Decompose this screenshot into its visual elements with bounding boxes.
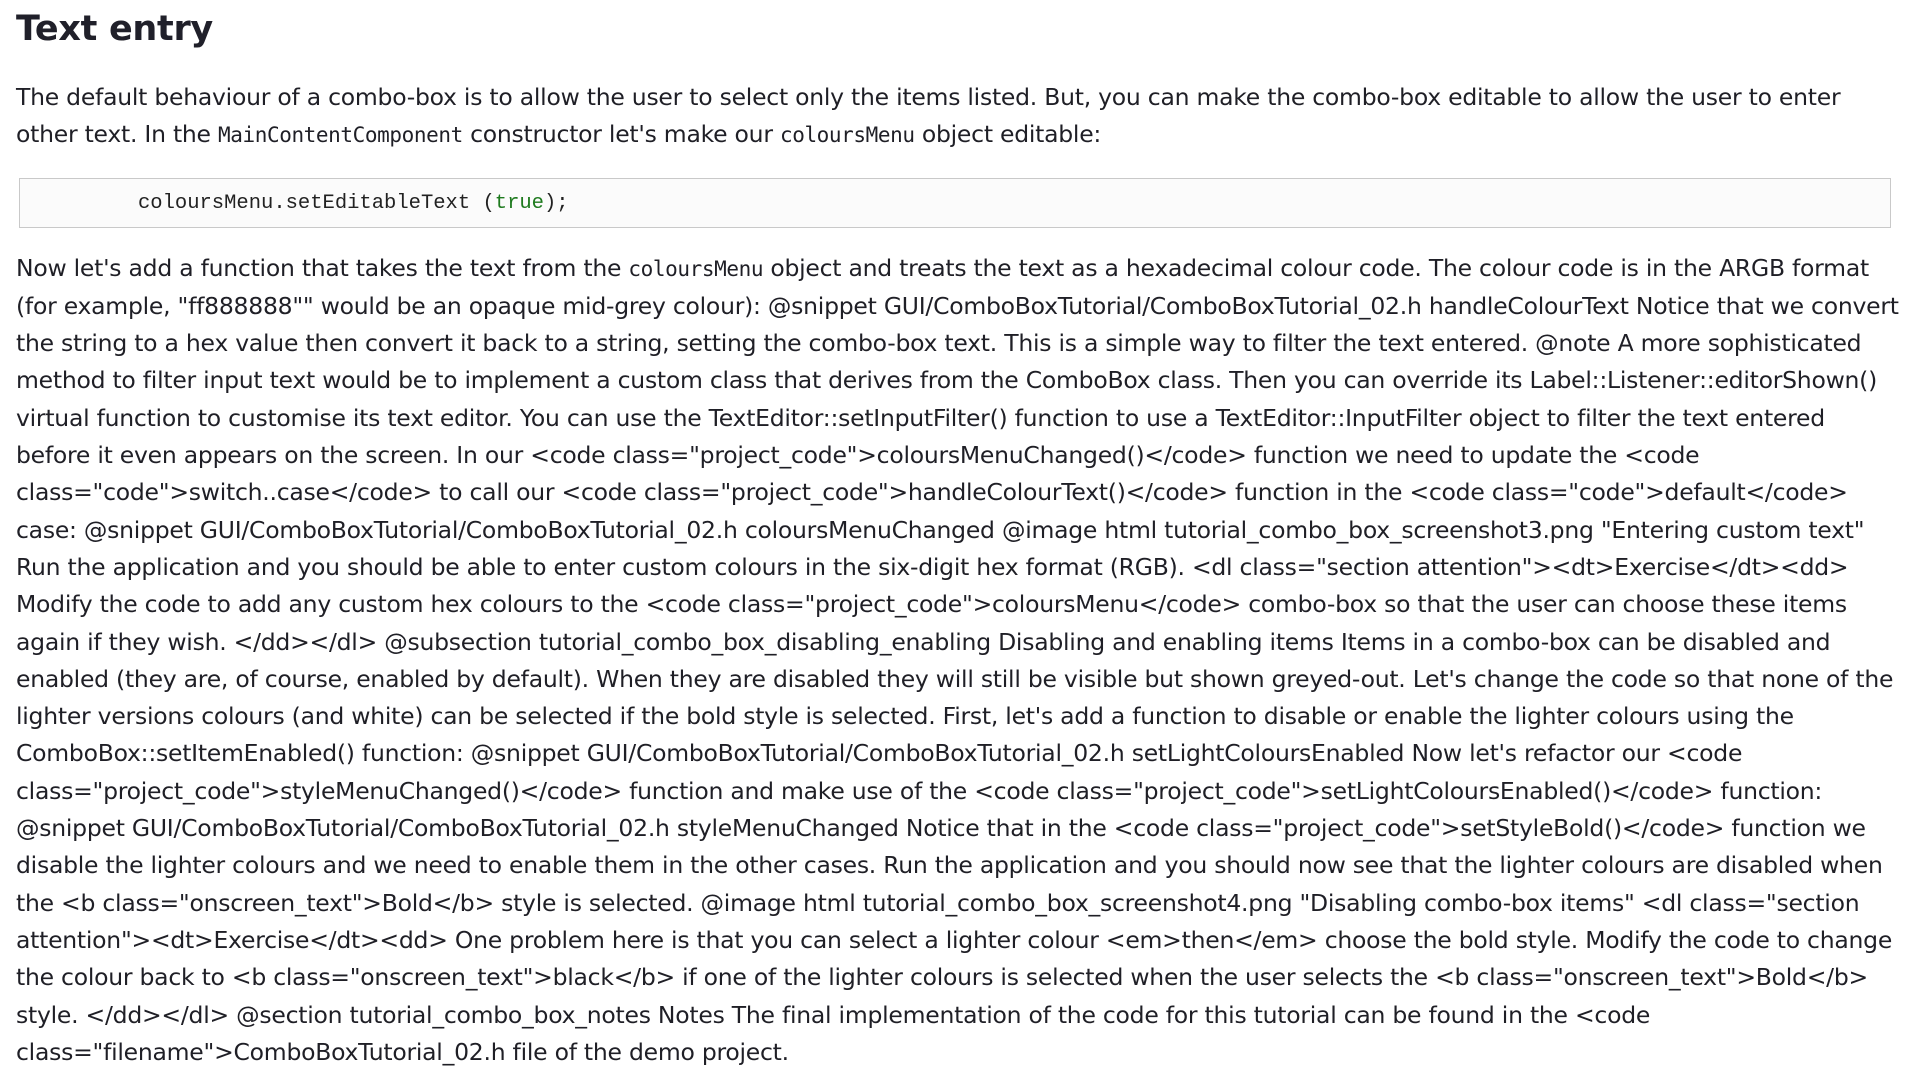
- intro-paragraph: [16, 79, 1904, 155]
- code-suffix: );: [543, 191, 569, 215]
- inline-code-colours-menu: coloursMenu: [779, 123, 915, 148]
- body-text-1: Now let's add a function that takes the text from the: [16, 253, 629, 282]
- inline-code-main-content-component: MainContentComponent: [217, 123, 463, 148]
- intro-text-1: The default behaviour of a combo-box is to allow the user to select only the items listed. But, you can make the combo-box editable to allow the user to enter other text. In the: [16, 83, 1841, 149]
- intro-text-2: constructor let's make our: [462, 120, 780, 149]
- intro-text-3: object editable:: [914, 120, 1102, 149]
- code-prefix: coloursMenu.setEditableText (: [138, 191, 495, 215]
- body-text-2: object and treats the text as a hexadecimal colour code. The colour code is in the ARGB format (for example, "ff888888"" would be an opaque mid-grey colour): @snippet GUI/ComboBoxTutorial/ComboBoxTutorial_02.h handleColourText Notice that we convert the string to a hex value then convert it back to a string, setting the combo-box text. This is a simple way to filter the text entered. @note A more sophisticated method to filter input text would be to implement a custom class that derives from the ComboBox class. Then you can override its Label::Listener::editorShown() virtual function to customise its text editor. You can use the TextEditor::setInputFilter() function to use a TextEditor::InputFilter object to filter the text entered before it even appears on the screen. In our <code class="project_code">coloursMenuChanged()</code> function we need to update the <code class="code">switch..case</code> to call our <code class="project_code">handleColourText()</code> function in the <code class="code">default</code> case: @snippet GUI/ComboBoxTutorial/ComboBoxTutorial_02.h coloursMenuChanged @image html tutorial_combo_box_screenshot3.png "Entering custom text" Run the application and you should be able to enter custom colours in the six-digit hex format (RGB). <dl class="section attention"><dt>Exercise</dt><dd> Modify the code to add any custom hex colours to the <code class="project_code">coloursMenu</code> combo-box so that the user can choose these items again if they wish. </dd></dl> @subsection tutorial_combo_box_disabling_enabling Disabling and enabling items Items in a combo-box can be disabled and enabled (they are, of course, enabled by default). When they are disabled they will still be visible but shown greyed-out. Let's change the code so that none of the lighter versions colours (and white) can be selected if the bold style is selected. First, let's add a function to disable or enable the lighter colours using the ComboBox::setItemEnabled() function: @snippet GUI/ComboBoxTutorial/ComboBoxTutorial_02.h setLightColoursEnabled Now let's refactor our <code class="project_code">styleMenuChanged()</code> function and make use of the <code class="project_code">setLightColoursEnabled()</code> function: @snippet GUI/ComboBoxTutorial/ComboBoxTutorial_02.h styleMenuChanged Notice that in the <code class="project_code">setStyleBold()</code> function we disable the lighter colours and we need to enable them in the other cases. Run the application and you should now see that the lighter colours are disabled when the <b class="onscreen_text">Bold</b> style is selected. @image html tutorial_combo_box_screenshot4.png "Disabling combo-box items" <dl class="section attention"><dt>Exercise</dt><dd> One problem here is that you can select a lighter colour <em>then</em> choose the bold style. Modify the code to change the colour back to <b class="onscreen_text">black</b> if one of the lighter colours is selected when the user selects the <b class="onscreen_text">Bold</b> style. </dd></dl> @section tutorial_combo_box_notes Notes The final implementation of the code for this tutorial can be found in the <code class="filename">ComboBoxTutorial_02.h file of the demo project.: [16, 253, 1899, 1066]
- section-heading: Text entry: [16, 9, 213, 49]
- inline-code-colours-menu-2: coloursMenu: [628, 256, 764, 281]
- body-paragraph: [16, 250, 1904, 1071]
- document-page: [16, 0, 1904, 1071]
- code-line: [138, 192, 569, 216]
- code-block: [19, 178, 1891, 228]
- code-keyword-true: true: [494, 191, 544, 215]
